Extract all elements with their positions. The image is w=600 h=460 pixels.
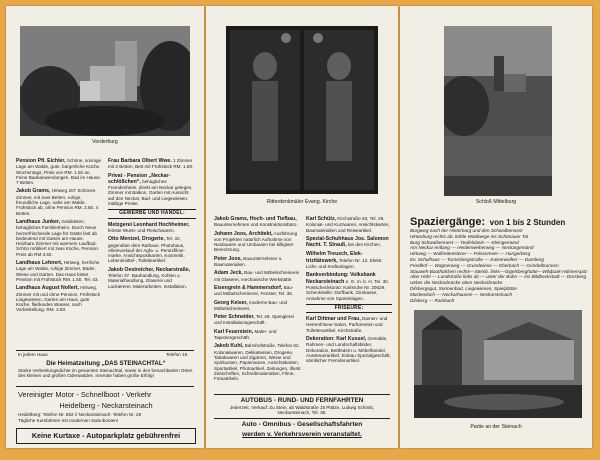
list-item	[306, 316, 392, 333]
spazier-title: Spaziergänge:	[410, 216, 486, 228]
entry-text: Bau- und Möbelschreinerei, Fenster, Tel. 35.	[214, 284, 294, 297]
list-item	[306, 216, 392, 233]
vorderburg-photo	[20, 26, 190, 136]
section-heading: GEWERBE UND HANDEL:	[108, 209, 196, 218]
photo-caption: Partie an der Steinach	[470, 424, 522, 430]
entry-name: Privat - Pension „Neckarschlößchen“,	[108, 172, 171, 185]
entry-name: Metzgerei Leonhard Hochheimer,	[108, 221, 190, 228]
walks-list	[410, 228, 590, 303]
entry-name: Landhaus Lehnert,	[16, 260, 63, 267]
list-item	[214, 329, 302, 341]
entry-text: Tel. 32, gegenüber dem Rathaus. Photohaus, Alleinverkauf der Agfa- u. Perutzfilmemarke, Ansichtspostkarten, Kosmetik, Lebensmittel-, Toiletteartikel.	[108, 236, 186, 264]
entry-name: Dekoration: Karl Kussel,	[306, 336, 367, 343]
photo-caption: Ritterdenkmäler Evang. Kirche	[266, 199, 338, 205]
divider	[214, 418, 390, 419]
entry-text: Bau- und Möbelschreinerei mit Glaserei, mechanische Werkstätte.	[214, 270, 300, 282]
verkehrsverein: werden v. Verkehrsverein veranstaltet.	[242, 431, 362, 438]
middle-panel	[206, 6, 398, 448]
middle-col-a	[214, 216, 302, 384]
list-item	[16, 285, 102, 312]
in-jedem-haus: In jedem Haus	[18, 352, 48, 357]
entry-name: Jakob Grams,	[16, 188, 51, 195]
list-item	[214, 343, 302, 381]
entry-name: Johann Joos, Architekt,	[214, 230, 273, 237]
list-item	[306, 272, 392, 300]
list-item	[16, 219, 102, 257]
knight-monuments-image	[226, 26, 378, 194]
bottom-banner-text: Keine Kurtaxe - Autoparkplatz gebührenfrei	[31, 431, 181, 440]
motor-text-2: Tägliche Kursfahrten mit modernen Salonbooten!	[18, 418, 119, 423]
entry-name: Wilhelm Treusch, Elektrizitätswerk,	[306, 251, 363, 264]
left-col-a	[16, 158, 102, 316]
list-item	[214, 300, 302, 312]
motor-text-1: Heidelberg: Telefon Nr. 862 // Neckarsteinach: Telefon Nr. 26	[18, 412, 142, 417]
entry-name: Karl Schütz,	[306, 216, 336, 222]
list-item	[108, 173, 196, 207]
list-item: Hinterburg rechts ab, kühle Waldwege ins Schönauer Tal	[410, 233, 529, 239]
list-item	[306, 336, 392, 363]
entry-name: Otto Mentzel, Drogerie,	[108, 236, 165, 243]
entry-text: Kirchstraße 93, Tel. 29. Kolonial- und Kurzwaren, Ansichtskarten, Baumaterialien und Reiseartikel.	[306, 216, 390, 233]
list-item: Ev. Schulhaus — Turnerbergstraße — Kaiserweiher — Darsberg	[410, 256, 544, 262]
entry-name: Landhaus Junker,	[16, 218, 61, 225]
entry-text: Bahnhofstraße, Telefon 62. Kolonialwaren, Delikatessen, Drogerie, Tabakwaren und Zigarren, Weine und Spirituosen, Papierwaren, Ansichtskarten, Sportartikel, Photoartikel, Zeitungen, Illustr. Zeitschriften, Schreibmaterialien, Filme, Fotoartikeln.	[214, 343, 302, 382]
section-heading: FRISEURE:	[306, 304, 392, 313]
list-item: Burgweg nach der Hinterburg und den Schwalbennest	[410, 228, 523, 233]
list-item: Stauweh-Bauthülchen rechts—Steinb. links—Gigelsberghütte—Wildpark-Hühnerspitz	[410, 268, 588, 274]
list-item: Alter Hohl — Landstraße links ab — unter der Bahn — ins Bildbeckstadt — Dorsberg	[410, 274, 587, 280]
list-item: Hirtweg — Walfreitensterer — Felsenmeer — Hungerberg	[410, 251, 531, 257]
entry-name: Jakob Grams, Hoch- und Tiefbau,	[214, 216, 297, 222]
list-item	[214, 285, 302, 297]
divider	[16, 386, 194, 387]
entry-text: Telefon Nr. 12. Elektr. Licht- und Kraftanlagen.	[306, 257, 383, 270]
list-item	[214, 256, 302, 268]
entry-name: Frau Barbara Olbert Wwe.	[108, 158, 172, 164]
motor-title-1: Vereinigter Motor - Schnellboot - Verkehr	[18, 390, 152, 399]
entry-text: Gemälde, Rahmen- und Landschaftsbilder, Dekoration, Bettfedern u. Möbelhandel, Aussteuerartikel, Einbau Spezialgeschäft, sämtlicher Fremdenartikel.	[306, 336, 391, 364]
entry-name: Bankverbindung: Volksbank Neckarsteinach	[306, 272, 376, 285]
schloss-mittelburg-photo	[444, 26, 552, 196]
entry-text: Hirtweg. Zimmer mit und ohne Pension, Frühstück Liegewiesen, Garten am Haus, gute Küche, fließendes Wasser, nach Vorbestellung. RM. 3.50.	[16, 285, 100, 313]
list-item	[16, 188, 102, 215]
list-item	[108, 236, 196, 263]
entry-name: Peter Joos,	[214, 255, 242, 262]
entry-text: Hirtweg, herrliche Lage am Walde, ruhige Zimmer, Bäder, Wiese und Garten. Das Haus bietet Pension mit Frühstück RM. 1.50. Tel. 43.	[16, 260, 100, 282]
divider	[16, 350, 194, 351]
list-item	[108, 158, 196, 170]
ritterdenkmaeler-photo	[226, 26, 378, 194]
list-item	[108, 267, 196, 289]
entry-name: Pension Pfl. Eichler,	[16, 158, 66, 164]
list-item	[306, 251, 392, 269]
entry-name: Karl Feuerstein,	[214, 328, 254, 335]
entry-text: Gebildeten, behagliches Familienheim. Durch Neue herzerfrischende Lage für Gäste fast ab bedeutend mit Garten am Hause. Heizbare Zimmer mit warmem Laufbad. Schön möbliert mit zwei Küche, Pension. Preis ab RM 3.50.	[16, 218, 100, 257]
entry-name: Georg Keiser,	[214, 299, 248, 306]
castle-image	[20, 26, 190, 136]
divider	[214, 394, 390, 395]
list-item: Burg Schwalbennest — Teufelsbein — Kleingemünd	[410, 239, 519, 245]
mittelburg-image	[444, 26, 552, 196]
left-col-b	[108, 158, 196, 292]
photo-caption: Vorderburg	[92, 139, 118, 145]
left-panel	[6, 6, 204, 448]
entry-text: behagliches Fremdenheim, direkt am Neckar gelegen, Zimmer mit Balkon, Garten mit Aussicht auf den Neckar, Bad- und Liegewiesen, mäßige Preise.	[108, 178, 193, 207]
entry-text: Maler- und Tapeziergeschäft.	[214, 328, 277, 341]
list-item: Dilsberg — Rainbach	[410, 297, 455, 303]
list-item: Friedhof — Wagnerweg — Grundwiese — Eberbach — Grindelbrunnen	[410, 262, 559, 268]
entry-text: Damen- und Herrenfriseur-Salon, Parfümerien und Toilettenartikel, Kirchstraße.	[306, 316, 388, 333]
entry-text: Telefon 37. Bauhandlung, Kohlen u. Materialhandlung, Glaserei und Lackiererei, Malerarbeiten, Installation.	[108, 273, 187, 289]
entry-name: Jakob Kuhl,	[214, 343, 244, 350]
entry-name: Eisengrein & Hammersdorf,	[214, 284, 283, 291]
steinach-image	[414, 310, 582, 418]
list-item	[214, 270, 302, 282]
middle-col-b	[306, 216, 392, 367]
telefon-text: Telefon 16	[166, 352, 188, 357]
entry-name: Landhaus August Nollert,	[16, 285, 79, 292]
list-item	[214, 314, 302, 326]
list-item	[214, 216, 302, 228]
entry-text: Schöne, sonnige Lage am Walde, gute, bürgerliche Küche, Wochentags, Preis von RM. 1.50 an. Feine Badeanwendungen. Bad im Hause. 7 Betten.	[16, 158, 102, 186]
entry-text: feinste Wurst- und Fleischwaren.	[108, 227, 175, 233]
list-item	[16, 260, 102, 282]
autobus-text: Jederzeit, Verkauf: Zu Stein, ab Waldstraße 15 Plätze, Ludwig Schmitt, Neckarsteinach, Tel. 36.	[229, 405, 375, 416]
bottom-banner	[16, 428, 196, 444]
entry-text: 1 Zimmer mit 2 Betten, Bett mit Frühstück RM. 1.50.	[108, 158, 194, 170]
entry-text: Tel. 49. Spenglerei und Installationsgeschäft.	[214, 314, 294, 326]
list-item: Ueber die Neckarbrücke oben Neckarbrücke	[410, 280, 503, 286]
entry-text: Bauunternehmer u. Baumaterialien.	[214, 255, 283, 268]
list-item	[306, 236, 392, 249]
list-item: Am Neckar entlang — Heidenweiherweg — Neckargemünd	[410, 245, 534, 251]
entry-text: Hirtweg 207 Schönes Zimmer, mit zwei Betten, ruhige, freundliche Lage, nahe am Walde, Frühstück ab, ohne Pension RM. 2.50. 4 Betten.	[16, 188, 99, 216]
list-item	[16, 158, 102, 185]
steinach-photo	[414, 310, 582, 418]
auto-omnibus: Auto - Omnibus - Gesellschaftsfahrten	[241, 421, 363, 428]
entry-text: bei den Kirchen.	[347, 242, 382, 248]
motor-title-2: Heidelberg - Neckarsteinach	[59, 401, 153, 410]
list-item: Mückenloch — Neckarhausen — Neckarsteinach	[410, 291, 513, 297]
list-item: Dilsbergsgut, Sonnenbad, Liegewiesen, Spielplätze	[410, 285, 517, 291]
spazier-sub: von 1 bis 2 Stunden	[489, 218, 566, 227]
entry-name: Spezial-Schuhhaus Jos. Salomon Nacht. T. Strauß,	[306, 235, 389, 249]
entry-name: Jakob Oestreicher, Neckarstraße,	[108, 266, 191, 273]
right-panel	[400, 6, 592, 448]
list-item	[108, 222, 196, 234]
entry-text: Ausführung von Projekten natürlich Aufnahme von Neubauten und Umbauten bei billigster Berechnung.	[214, 230, 298, 253]
autobus-title: AUTOBUS - RUND- UND FERNFAHRTEN	[240, 397, 364, 404]
photo-caption: Schloß Mittelburg	[475, 199, 517, 205]
heimatzeitung-title: Die Heimatzeitung „DAS STEINACHTAL“	[46, 360, 166, 367]
entry-text: Bauunternehmen und Konstruktionsbüro.	[214, 222, 298, 228]
entry-name: Peter Schneider,	[214, 314, 255, 321]
list-item	[214, 231, 302, 253]
entry-text: e. G. m. b. H. Tel. 30. Postscheckkonto: Karlsruhe Nr. 20629. Scheckstelle: Dorfbank, Girokasse, Annahme von Spareinlagen.	[306, 278, 389, 301]
heimatzeitung-text: Starke Verbreitungsdichte im gesamten Steinachtal, sowie in den benachbarten Orten des kleinen und großen Odenwaldes. Inserate haben große Erfolg!	[18, 368, 193, 379]
entry-name: Adam Jeck,	[214, 270, 243, 277]
entry-text: moderne Bau- und Möbelschreinerei.	[214, 299, 288, 311]
entry-name: Karl Dittmar und Frau,	[306, 316, 361, 323]
